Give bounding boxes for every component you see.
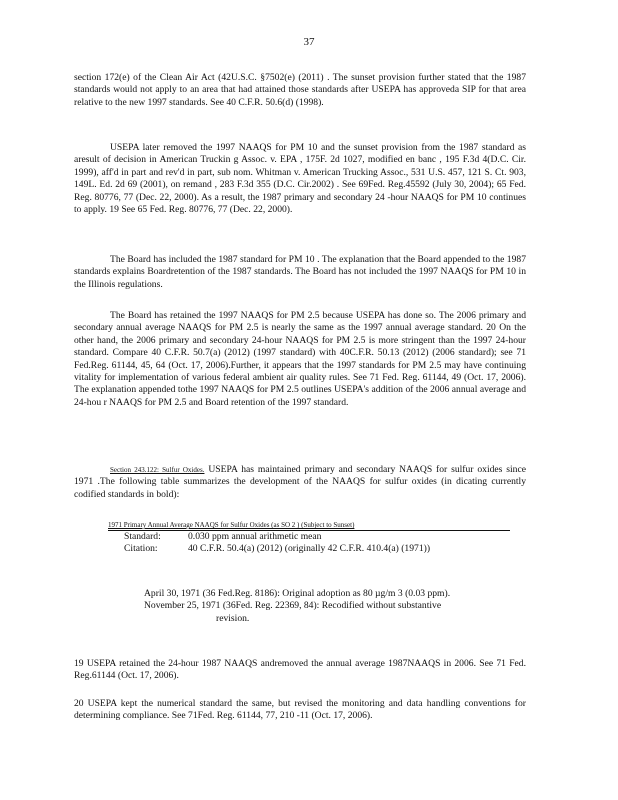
- history-line-1: April 30, 1971 (36 Fed.Reg. 8186): Original adoption as 80 µg/m 3 (0.03 ppm).: [144, 588, 451, 599]
- citation-value: 40 C.F.R. 50.4(a) (2012) (originally 42 C.F.R. 410.4(a) (1971)): [188, 543, 431, 555]
- section-heading: Section 243.122: Sulfur Oxides.: [110, 466, 205, 474]
- table-row-citation: [108, 543, 510, 555]
- naaqs-table: [108, 520, 510, 556]
- paragraph-board-retained: The Board has retained the 1997 NAAQS for PM 2.5 because USEPA has done so. The 2006 primary and secondary annual average NAAQS for PM 2.5 is nearly the same as the 1997 annual average standard. 20 On the other hand, the 2006 primary and secondary 24-hour NAAQS for PM 2.5 is more stringent than the 1997 24-hour standard. Compare 40 C.F.R. 50.7(a) (2012) (1997 standard) with 40C.F.R. 50.13 (2012) (2006 standard); see 71 Fed.Reg. 61144, 45, 64 (Oct. 17, 2006).Further, it appears that the 1997 standards for PM 2.5 may have continuing vitality for implementation of various federal ambient air quality rules. See 71 Fed. Reg. 61144, 49 (Oct. 17, 2006). The explanation appended tothe 1997 NAAQS for PM 2.5 outlines USEPA's addition of the 2006 annual average and 24-hou r NAAQS for PM 2.5 and Board retention of the 1997 standard.: [74, 310, 526, 408]
- table-row-standard: [108, 531, 510, 543]
- page-number: 37: [303, 36, 315, 48]
- standard-value: 0.030 ppm annual arithmetic mean: [188, 531, 322, 542]
- history-line-3: revision.: [216, 612, 250, 624]
- table-heading: 1971 Primary Annual Average NAAQS for Sulfur Oxides (as SO 2 ) (Subject to Sunset): [108, 520, 510, 531]
- revision-history: [144, 588, 526, 625]
- history-line-2: November 25, 1971 (36Fed. Reg. 22369, 84): Recodified without substantive: [144, 600, 442, 612]
- standard-label: Standard:: [124, 531, 161, 542]
- citation-label: Citation:: [124, 543, 158, 555]
- sulfur-oxides-text: USEPA has maintained primary and secondary NAAQS for sulfur oxides since 1971 .The following table summarizes the development of the NAAQS for sulfur oxides (in dicating currently codified standards in bold):: [74, 464, 526, 500]
- footnote-20: 20 USEPA kept the numerical standard the same, but revised the monitoring and data handling conventions for determining compliance. See 71Fed. Reg. 61144, 77, 210 -11 (Oct. 17, 2006).: [74, 698, 526, 722]
- paragraph-usepa-removed: USEPA later removed the 1997 NAAQS for PM 10 and the sunset provision from the 1987 standard as aresult of decision in American Truckin g Assoc. v. EPA , 175F. 2d 1027, modified en banc , 195 F.3d 4(D.C. Cir. 1999), aff'd in part and rev'd in part, sub nom. Whitman v. American Trucking Assoc., 531 U.S. 457, 121 S. Ct. 903, 149L. Ed. 2d 69 (2001), on remand , 283 F.3d 355 (D.C. Cir.2002) . See 69Fed. Reg.45592 (July 30, 2004); 65 Fed. Reg. 80776, 77 (Dec. 22, 2000). As a result, the 1987 primary and secondary 24 -hour NAAQS for PM 10 continues to apply. 19 See 65 Fed. Reg. 80776, 77 (Dec. 22, 2000).: [74, 142, 526, 216]
- paragraph-sulfur-oxides: [74, 464, 526, 501]
- paragraph-board-included: The Board has included the 1987 standard for PM 10 . The explanation that the Board appended to the 1987 standards explains Boardretention of the 1987 standards. The Board has not included the 1997 NAAQS for PM 10 in the Illinois regulations.: [74, 254, 526, 290]
- paragraph-sunset-provision: section 172(e) of the Clean Air Act (42U.S.C. §7502(e) (2011) . The sunset provision further stated that the 1987 standards would not apply to an area that had attained those standards after USEPA has approveda SIP for that area relative to the new 1997 standards. See 40 C.F.R. 50.6(d) (1998).: [74, 72, 526, 108]
- footnote-19: 19 USEPA retained the 24-hour 1987 NAAQS andremoved the annual average 1987NAAQS in 2006. See 71 Fed. Reg.61144 (Oct. 17, 2006).: [74, 658, 526, 682]
